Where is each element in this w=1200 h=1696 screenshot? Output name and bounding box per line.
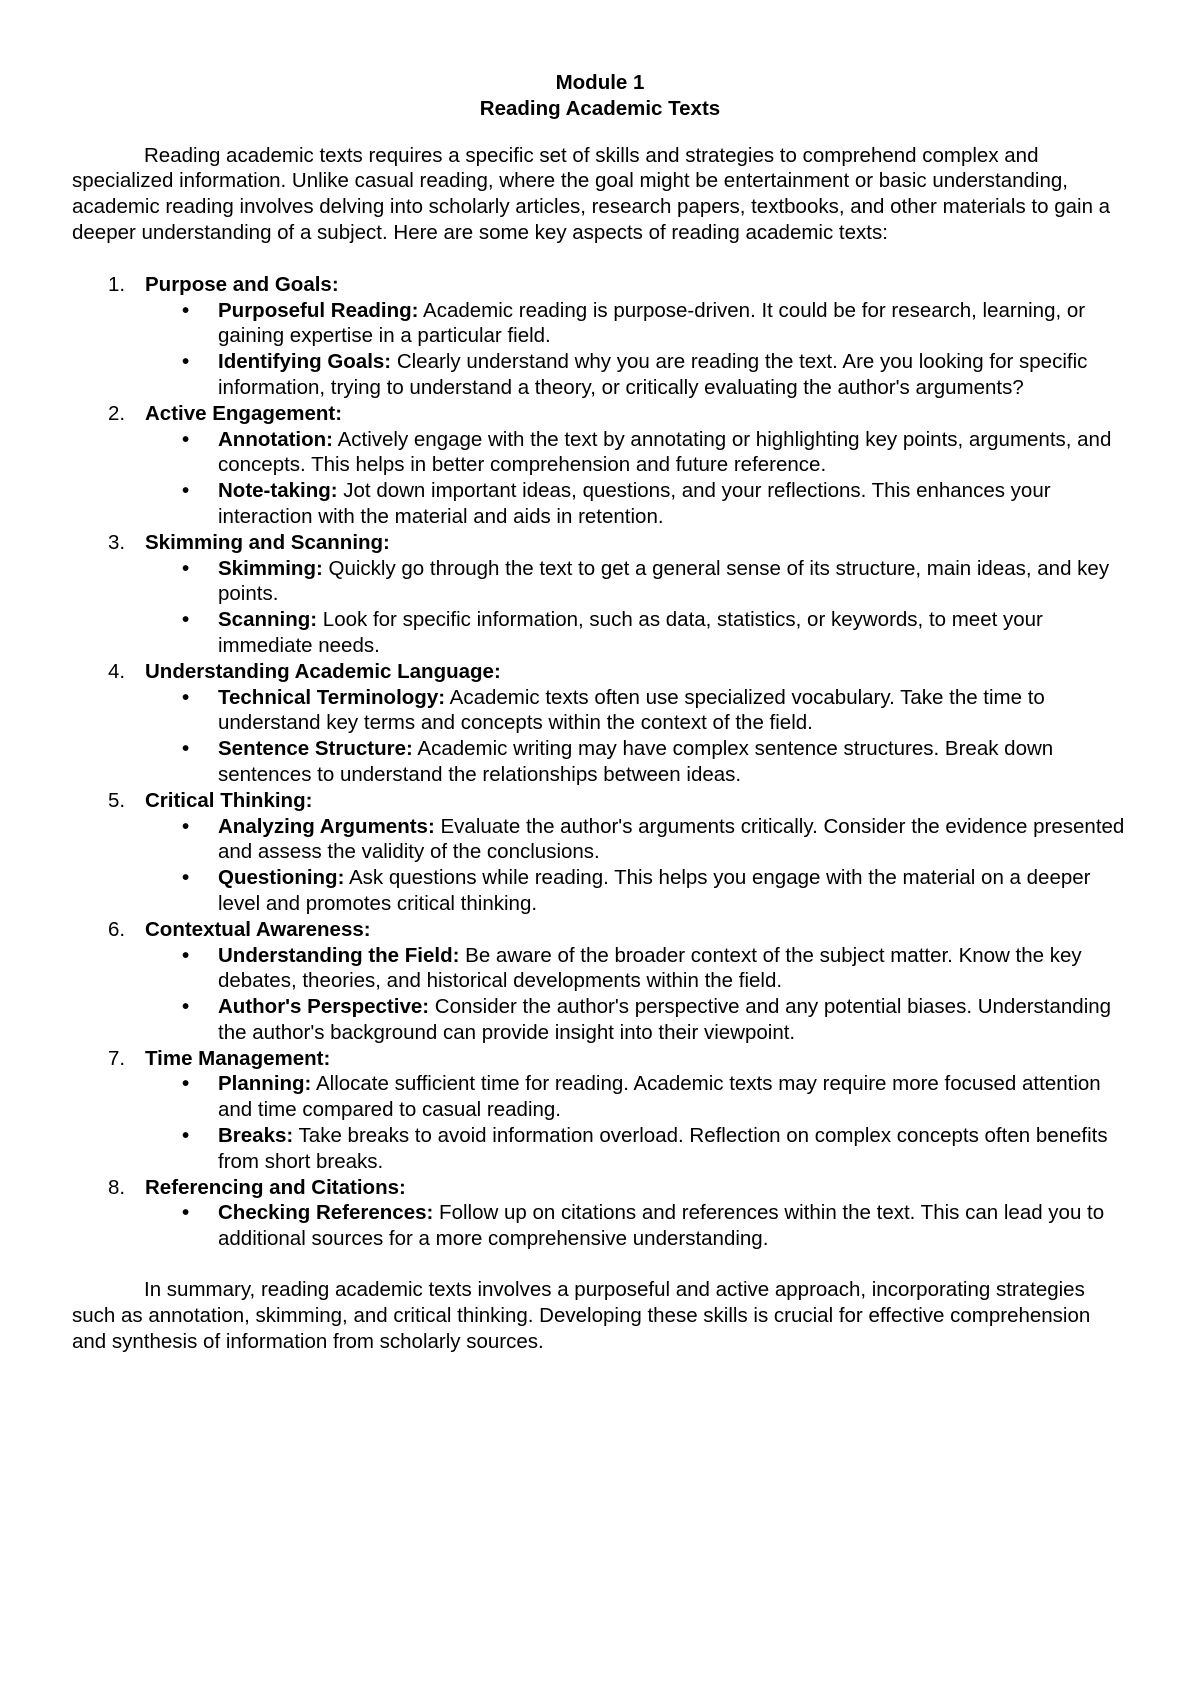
- sub-point: [145, 865, 1128, 917]
- sub-point: [145, 349, 1128, 401]
- sub-point: [145, 427, 1128, 479]
- document-page: [72, 70, 1128, 1354]
- sub-point-list: [145, 556, 1128, 659]
- sub-point-list: [145, 1200, 1128, 1252]
- sub-point-text: Take breaks to avoid information overload. Reflection on complex concepts often benefits from short breaks.: [218, 1124, 1108, 1173]
- sub-point-text: Evaluate the author's arguments critically. Consider the evidence presented and assess the validity of the conclusions.: [218, 814, 1125, 864]
- list-number: 5.: [108, 788, 126, 812]
- sub-point-text: Consider the author's perspective and any potential biases. Understanding the author's background can provide insight into their viewpoint.: [218, 995, 1112, 1044]
- sub-point-text: Academic writing may have complex sentence structures. Break down sentences to understand the relationships between ideas.: [218, 737, 1054, 786]
- list-item: [72, 917, 1128, 1046]
- sub-point: [145, 607, 1128, 659]
- sub-point-text: Actively engage with the text by annotating or highlighting key points, arguments, and concepts. This helps in better comprehension and future reference.: [218, 427, 1112, 477]
- sub-point-term: Author's Perspective:: [218, 995, 430, 1019]
- sub-point-list: [145, 814, 1128, 917]
- bullet-icon: •: [182, 350, 190, 374]
- bullet-icon: •: [182, 298, 190, 322]
- list-number: 8.: [108, 1175, 126, 1199]
- sub-point-term: Scanning:: [218, 608, 318, 632]
- sub-point-term: Analyzing Arguments:: [218, 814, 435, 838]
- section-heading: Contextual Awareness:: [145, 917, 371, 941]
- list-number: 2.: [108, 401, 126, 425]
- list-number: 3.: [108, 530, 126, 554]
- list-item: [72, 788, 1128, 917]
- page-title: Reading Academic Texts: [479, 96, 721, 120]
- sub-point-text: Academic reading is purpose-driven. It could be for research, learning, or gaining expertise in a particular field.: [218, 298, 1086, 348]
- section-heading: Critical Thinking:: [145, 788, 313, 812]
- sub-point: [145, 1200, 1128, 1252]
- sub-point-term: Skimming:: [218, 556, 323, 580]
- list-item: [72, 1046, 1128, 1175]
- sub-point-term: Annotation:: [218, 427, 333, 451]
- sub-point-list: [145, 685, 1128, 788]
- bullet-icon: •: [182, 479, 190, 503]
- sub-point: [145, 685, 1128, 737]
- bullet-icon: •: [182, 1124, 190, 1148]
- bullet-icon: •: [182, 1201, 190, 1225]
- sub-point: [145, 943, 1128, 995]
- section-heading: Referencing and Citations:: [145, 1175, 406, 1199]
- sub-point: [145, 814, 1128, 866]
- list-item: [72, 659, 1128, 788]
- bullet-icon: •: [182, 943, 190, 967]
- sub-point-term: Identifying Goals:: [218, 350, 392, 374]
- sub-point-list: [145, 298, 1128, 401]
- sub-point-text: Clearly understand why you are reading the text. Are you looking for specific information, trying to understand a theory, or critically evaluating the author's arguments?: [218, 350, 1088, 399]
- bullet-icon: •: [182, 995, 190, 1019]
- key-aspects-list: [72, 272, 1128, 1252]
- sub-point-list: [145, 943, 1128, 1046]
- sub-point-term: Checking References:: [218, 1201, 434, 1225]
- list-item: [72, 530, 1128, 659]
- list-item: [72, 401, 1128, 530]
- list-number: 1.: [108, 272, 126, 296]
- sub-point-term: Breaks:: [218, 1124, 294, 1148]
- section-heading: Understanding Academic Language:: [145, 659, 501, 683]
- sub-point-term: Sentence Structure:: [218, 737, 413, 761]
- list-item: [72, 1175, 1128, 1252]
- intro-paragraph: Reading academic texts requires a specific set of skills and strategies to comprehend complex and specialized information. Unlike casual reading, where the goal might be entertainment or basic understanding, academic reading involves delving into scholarly articles, research papers, textbooks, and other materials to gain a deeper understanding of a subject. Here are some key aspects of reading academic texts:: [72, 143, 1111, 244]
- list-number: 6.: [108, 917, 126, 941]
- section-heading: Purpose and Goals:: [145, 272, 339, 296]
- bullet-icon: •: [182, 608, 190, 632]
- list-item: [72, 272, 1128, 401]
- sub-point-list: [145, 1071, 1128, 1174]
- bullet-icon: •: [182, 737, 190, 761]
- section-heading: Active Engagement:: [145, 401, 343, 425]
- sub-point-text: Jot down important ideas, questions, and your reflections. This enhances your interaction with the material and aids in retention.: [218, 479, 1051, 528]
- section-heading: Skimming and Scanning:: [145, 530, 390, 554]
- sub-point-text: Be aware of the broader context of the subject matter. Know the key debates, theories, and historical developments within the field.: [218, 943, 1082, 993]
- section-heading: Time Management:: [145, 1046, 331, 1070]
- sub-point-term: Note-taking:: [218, 479, 338, 503]
- sub-point: [145, 994, 1128, 1046]
- bullet-icon: •: [182, 685, 190, 709]
- bullet-icon: •: [182, 556, 190, 580]
- sub-point-term: Purposeful Reading:: [218, 298, 419, 322]
- sub-point-term: Questioning:: [218, 866, 345, 890]
- sub-point-term: Technical Terminology:: [218, 685, 446, 709]
- sub-point: [145, 1071, 1128, 1123]
- list-number: 4.: [108, 659, 126, 683]
- bullet-icon: •: [182, 427, 190, 451]
- bullet-icon: •: [182, 866, 190, 890]
- list-number: 7.: [108, 1046, 126, 1070]
- sub-point-term: Understanding the Field:: [218, 943, 460, 967]
- sub-point-text: Ask questions while reading. This helps you engage with the material on a deeper level and promotes critical thinking.: [218, 866, 1091, 915]
- sub-point: [145, 478, 1128, 530]
- sub-point: [145, 736, 1128, 788]
- sub-point-term: Planning:: [218, 1072, 312, 1096]
- sub-point-text: Allocate sufficient time for reading. Academic texts may require more focused attention and time compared to casual reading.: [218, 1072, 1101, 1122]
- module-label: Module 1: [555, 71, 645, 94]
- sub-point-text: Look for specific information, such as data, statistics, or keywords, to meet your immediate needs.: [218, 608, 1043, 657]
- sub-point-text: Academic texts often use specialized vocabulary. Take the time to understand key terms and concepts within the context of the field.: [218, 685, 1045, 735]
- summary-paragraph: In summary, reading academic texts involves a purposeful and active approach, incorporating strategies such as annotation, skimming, and critical thinking. Developing these skills is crucial for effective comprehension and synthesis of information from scholarly sources.: [72, 1278, 1091, 1353]
- bullet-icon: •: [182, 1072, 190, 1096]
- bullet-icon: •: [182, 814, 190, 838]
- sub-point-text: Quickly go through the text to get a general sense of its structure, main ideas, and key points.: [218, 556, 1110, 606]
- sub-point: [145, 556, 1128, 608]
- sub-point: [145, 298, 1128, 350]
- sub-point-list: [145, 427, 1128, 530]
- sub-point-text: Follow up on citations and references within the text. This can lead you to additional sources for a more comprehensive understanding.: [218, 1201, 1105, 1251]
- sub-point: [145, 1123, 1128, 1175]
